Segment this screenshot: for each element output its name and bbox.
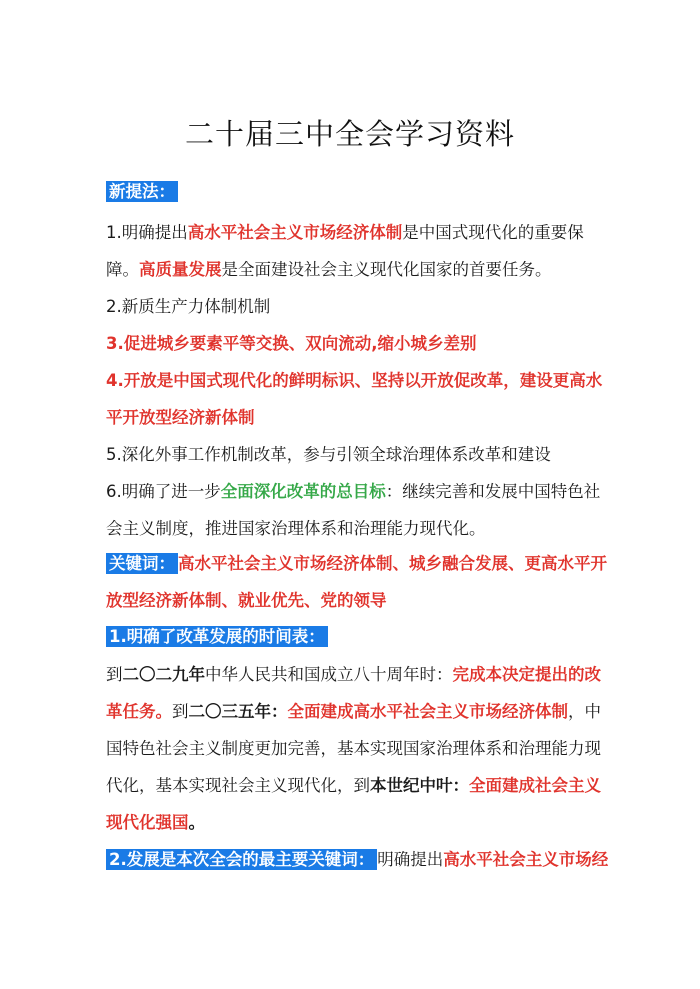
item4-line2: 平开放型经济新体制 <box>106 408 255 427</box>
item1-text-c: 是中国式现代化的重要保 <box>402 223 584 242</box>
item1-text-e: 高质量发展 <box>139 260 222 279</box>
item1-text-f: 是全面建设社会主义现代化国家的首要任务。 <box>221 260 552 279</box>
keywords-text-1: 高水平社会主义市场经济体制、城乡融合发展、更高水平开 <box>178 554 607 573</box>
timeline-l2-b: 到 <box>172 702 189 721</box>
timeline-l4-b: 本世纪中叶： <box>370 776 469 795</box>
item6-text-b: 全面深化改革的总目标 <box>220 482 386 501</box>
timeline-line3: 国特色社会主义制度更加完善，基本实现国家治理体系和治理能力现 <box>106 739 601 758</box>
timeline-heading-line <box>106 626 328 648</box>
item1-line2 <box>106 259 552 281</box>
timeline-l4-a: 代化，基本实现社会主义现代化，到 <box>106 776 370 795</box>
timeline-l2-d: 全面建成高水平社会主义市场经济体制 <box>287 702 568 721</box>
timeline-l2-e: ，中 <box>568 702 601 721</box>
timeline-l1-b: 二〇二九年 <box>122 665 205 684</box>
item3-line: 3.促进城乡要素平等交换、双向流动,缩小城乡差别 <box>106 334 477 353</box>
item6-text-a: 6.明确了进一步 <box>106 482 221 501</box>
keywords-line2: 放型经济新体制、就业优先、党的领导 <box>106 591 387 610</box>
timeline-line4 <box>106 775 601 797</box>
timeline-line5 <box>106 812 205 834</box>
new-phrasing-heading: 新提法： <box>106 181 178 202</box>
timeline-l5-a: 现代化强国 <box>106 813 189 832</box>
timeline-l2-c: 二〇三五年： <box>188 702 288 721</box>
item2-line: 2.新质生产力体制机制 <box>106 297 271 316</box>
item6-line1 <box>106 481 600 503</box>
item1-text-b: 高水平社会主义市场经济体制 <box>187 223 403 242</box>
timeline-l1-c: 中华人民共和国成立八十周年时： <box>205 665 453 684</box>
keywords-line1 <box>106 553 607 575</box>
timeline-line1 <box>106 664 601 686</box>
timeline-l1-d: 完成本决定提出的改 <box>452 665 601 684</box>
timeline-heading: 1.明确了改革发展的时间表： <box>106 626 328 647</box>
page-title: 二十届三中全会学习资料 <box>184 117 515 151</box>
new-phrasing-heading-line <box>106 181 178 203</box>
item6-text-c: ：继续完善和发展中国特色社 <box>385 482 601 501</box>
item5-line: 5.深化外事工作机制改革，参与引领全球治理体系改革和建设 <box>106 445 551 464</box>
item1-text-a: 1.明确提出 <box>106 223 188 242</box>
item4-line1: 4.开放是中国式现代化的鲜明标识、坚持以开放促改革，建设更高水 <box>106 371 603 390</box>
development-line <box>106 849 608 871</box>
timeline-l5-b: 。 <box>188 813 205 832</box>
development-heading: 2.发展是本次全会的最主要关键词： <box>106 849 377 870</box>
timeline-l1-a: 到 <box>106 665 123 684</box>
timeline-l4-c: 全面建成社会主义 <box>469 776 601 795</box>
development-text-a: 明确提出 <box>377 850 444 869</box>
development-text-b: 高水平社会主义市场经 <box>443 850 609 869</box>
timeline-line2 <box>106 701 601 723</box>
item6-line2: 会主义制度，推进国家治理体系和治理能力现代化。 <box>106 519 486 538</box>
item1-line1 <box>106 222 584 244</box>
keywords-label: 关键词： <box>106 553 178 574</box>
item1-text-d: 障。 <box>106 260 139 279</box>
timeline-l2-a: 革任务。 <box>106 702 172 721</box>
